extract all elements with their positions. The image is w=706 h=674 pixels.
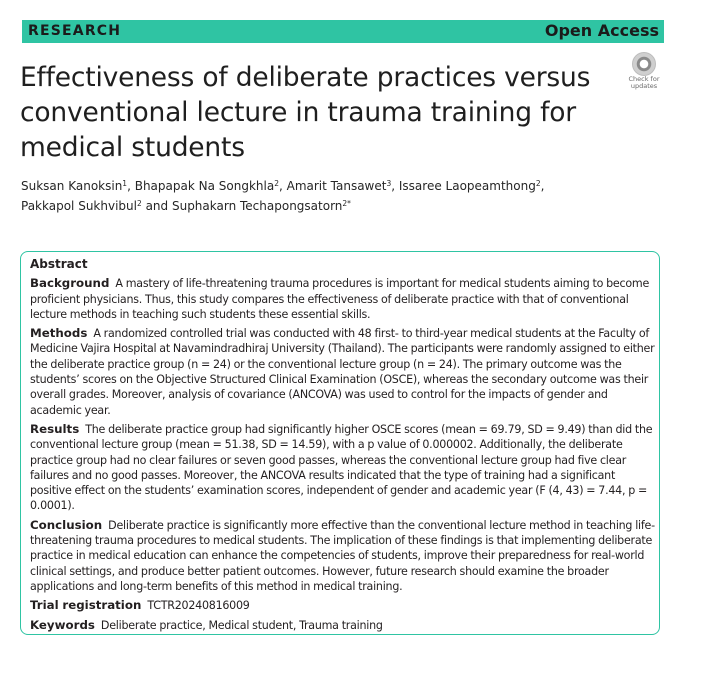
author-name[interactable]: Suphakarn Techapongsatorn bbox=[171, 199, 343, 213]
article-title: Effectiveness of deliberate practices versus conventional lecture in trauma training for medical students bbox=[20, 62, 591, 163]
check-for-updates-line2: updates bbox=[630, 82, 658, 90]
keywords-list: Deliberate practice, Medical student, Trauma training bbox=[100, 618, 383, 632]
section-label: Trial registration bbox=[30, 598, 142, 613]
author-name[interactable]: Bhapapak Na Songkhla bbox=[134, 179, 275, 193]
abstract-section-methods bbox=[30, 326, 658, 418]
author-name[interactable]: Amarit Tansawet bbox=[286, 179, 387, 193]
section-label: Background bbox=[30, 276, 110, 291]
article-type-label: RESEARCH bbox=[28, 23, 122, 39]
author-affiliation[interactable]: 2* bbox=[342, 199, 351, 208]
author-affiliation[interactable]: 3 bbox=[386, 179, 392, 188]
open-access-label[interactable]: Open Access bbox=[544, 21, 659, 40]
abstract-box bbox=[20, 251, 660, 635]
abstract-heading: Abstract bbox=[30, 257, 88, 271]
section-label: Keywords bbox=[30, 617, 95, 632]
check-for-updates-badge[interactable] bbox=[622, 52, 666, 92]
section-label: Conclusion bbox=[30, 517, 103, 532]
abstract-section-keywords bbox=[30, 618, 658, 633]
section-text: A mastery of life-threatening trauma procedures is important for medical students aiming to become proficient physicians. Thus, this study compares the effectiveness of deliberate practice with that of conventional lecture methods in teaching such students these essential skills. bbox=[30, 277, 650, 321]
section-text: The deliberate practice group had significantly higher OSCE scores (mean = 69.79, SD = 9.49) than did the conventional lecture group (mean = 51.38, SD = 14.59), with a p value of 0.000002. Additionally, the deliberate practice group had no clear failures or seven good passes, whereas the conventional lecture group had five clear failures and no good passes. Moreover, the ANCOVA results indicated that the type of training had a significant positive effect on the students’ examination scores, independent of gender and academic year (F (4, 43) = 7.44, p = 0.0001). bbox=[30, 422, 653, 513]
abstract-section-background bbox=[30, 276, 658, 322]
author-affiliation[interactable]: 1 bbox=[122, 179, 128, 188]
author-list: Suksan Kanoksin$^1$, Bhapapak Na Songkhla$^2$, Amarit Tansawet$^3$, Issaree Laopeamthong$^2$, Pakkapol Sukhvibul$^2$ and Suphakarn Techapongsatorn$^{2*}$ bbox=[21, 179, 545, 213]
author-affiliation[interactable]: 2 bbox=[535, 179, 541, 188]
section-text: A randomized controlled trial was conducted with 48 first- to third-year medical students at the Faculty of Medicine Vajira Hospital at Navamindradhiraj University (Thailand). The participants were randomly assigned to either the deliberate practice group (n = 24) or the conventional lecture group (n = 24). The primary outcome was the students’ scores on the Objective Structured Clinical Examination (OSCE), whereas the secondary outcome was their overall grades. Moreover, analysis of covariance (ANCOVA) was used to control for the impacts of gender and academic year. bbox=[30, 327, 655, 417]
abstract-section-results bbox=[30, 422, 658, 514]
section-label: Results bbox=[30, 421, 80, 436]
check-for-updates-line1: Check for bbox=[628, 75, 660, 83]
author-name[interactable]: Pakkapol Sukhvibul bbox=[21, 199, 137, 213]
abstract-section-conclusion bbox=[30, 518, 658, 594]
author-name[interactable]: Suksan Kanoksin bbox=[21, 179, 123, 193]
author-affiliation[interactable]: 2 bbox=[274, 179, 279, 188]
author-affiliation[interactable]: 2 bbox=[136, 199, 142, 208]
author-name[interactable]: Issaree Laopeamthong bbox=[398, 179, 536, 193]
article-type-banner bbox=[22, 20, 664, 43]
check-for-updates-icon bbox=[632, 52, 656, 76]
trial-registration-id[interactable]: TCTR20240816009 bbox=[147, 599, 250, 613]
section-text: Deliberate practice is significantly more effective than the conventional lecture method in teaching life-threatening trauma procedures to medical students. The implication of these findings is that implementing deliberate practice in medical education can enhance the competencies of students, improve their preparedness for real-world clinical settings, and produce better patient outcomes. However, future research should examine the broader applications and long-term benefits of this method in medical training. bbox=[30, 518, 655, 593]
section-label: Methods bbox=[30, 326, 88, 341]
abstract-section-trial-registration bbox=[30, 598, 658, 613]
